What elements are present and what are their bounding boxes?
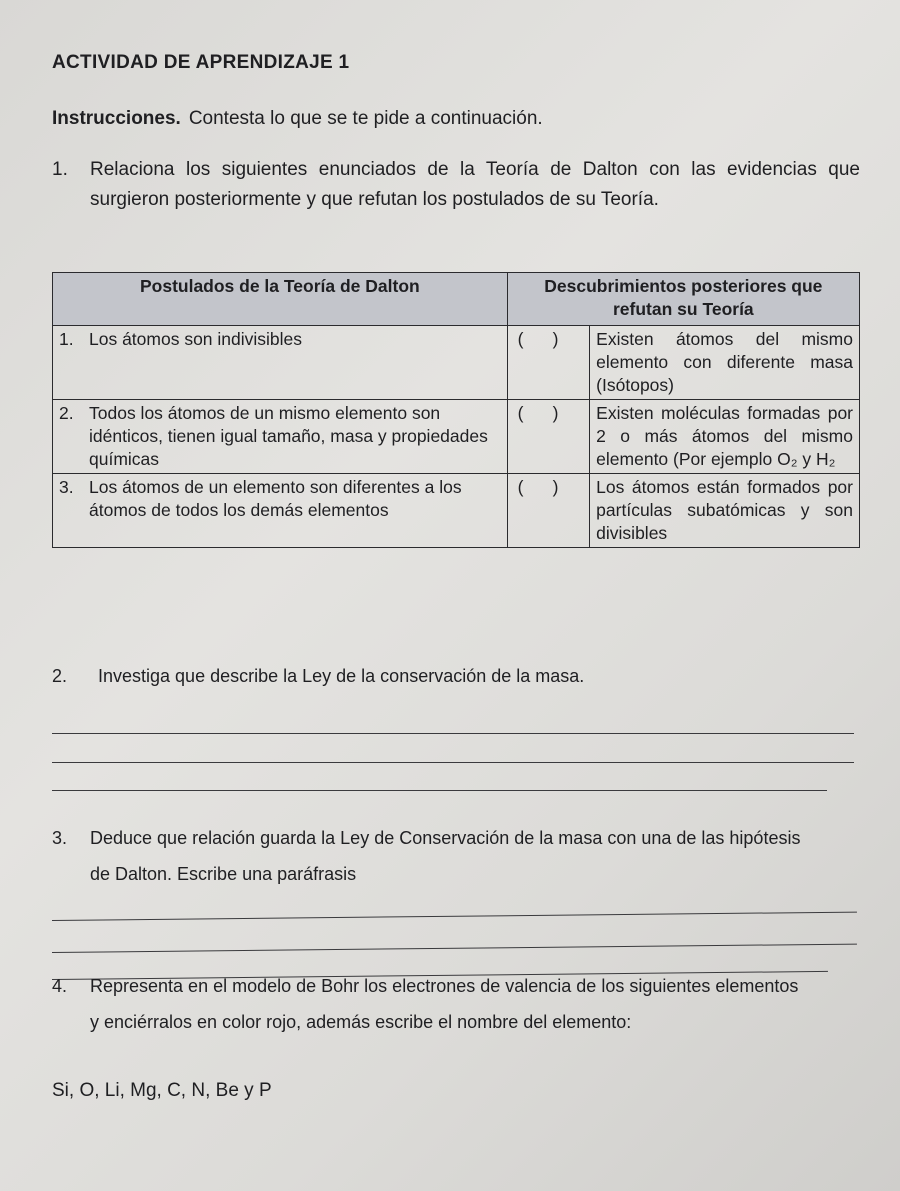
question-2 xyxy=(52,662,852,690)
elements-list: Si, O, Li, Mg, C, N, Be y P xyxy=(52,1080,272,1101)
postulado-cell xyxy=(53,326,508,400)
table-row xyxy=(53,474,860,548)
table-header-descubrimientos: Descubrimientos posteriores que refutan su Teoría xyxy=(507,273,859,326)
answer-paren[interactable]: ( ) xyxy=(517,403,559,423)
answer-paren-cell[interactable] xyxy=(507,400,590,474)
descubrimiento-cell xyxy=(590,400,860,474)
table-row xyxy=(53,400,860,474)
question-3-number: 3. xyxy=(52,828,68,848)
postulado-number: 2. xyxy=(59,403,74,423)
answer-paren[interactable]: ( ) xyxy=(517,477,559,497)
table-row xyxy=(53,326,860,400)
table-header-row xyxy=(53,273,860,326)
answer-line[interactable] xyxy=(52,790,827,791)
postulado-number: 3. xyxy=(59,477,74,497)
dalton-table xyxy=(52,272,860,548)
question-4-text-line2: y enciérralos en color rojo, además escribe el nombre del elemento: xyxy=(90,1012,632,1032)
answer-paren[interactable]: ( ) xyxy=(517,329,559,349)
postulado-number: 1. xyxy=(59,329,74,349)
descubrimiento-text: Existen moléculas formadas por 2 o más átomos del mismo elemento (Por ejemplo O₂ y H₂ xyxy=(596,403,853,469)
question-4-number: 4. xyxy=(52,976,68,996)
postulado-cell xyxy=(53,474,508,548)
question-3-text-line2: de Dalton. Escribe una paráfrasis xyxy=(90,864,357,884)
question-4 xyxy=(52,972,882,1036)
question-3 xyxy=(52,824,872,888)
postulado-text: Los átomos son indivisibles xyxy=(89,329,303,349)
answer-line[interactable] xyxy=(52,944,857,953)
descubrimiento-cell xyxy=(590,326,860,400)
postulado-text: Todos los átomos de un mismo elemento son idénticos, tienen igual tamaño, masa y propiedades químicas xyxy=(89,403,488,469)
question-1-number: 1. xyxy=(52,159,68,180)
instructions-text: Contesta lo que se te pide a continuación. xyxy=(188,108,543,129)
question-2-text: Investiga que describe la Ley de la conservación de la masa. xyxy=(98,666,585,686)
answer-line[interactable] xyxy=(52,762,854,763)
postulado-cell xyxy=(53,400,508,474)
question-2-number: 2. xyxy=(52,666,68,686)
answer-line[interactable] xyxy=(52,733,854,734)
answer-paren-cell[interactable] xyxy=(507,474,590,548)
instructions xyxy=(52,108,543,130)
descubrimiento-text: Existen átomos del mismo elemento con diferente masa (Isótopos) xyxy=(596,329,853,395)
table-header-postulados: Postulados de la Teoría de Dalton xyxy=(53,273,508,326)
answer-line[interactable] xyxy=(52,912,857,921)
question-3-text-line1: Deduce que relación guarda la Ley de Conservación de la masa con una de las hipótesis xyxy=(90,828,801,848)
question-1 xyxy=(52,155,860,215)
question-4-text-line1: Representa en el modelo de Bohr los electrones de valencia de los siguientes elementos xyxy=(90,976,799,996)
descubrimiento-text: Los átomos están formados por partículas subatómicas y son divisibles xyxy=(596,477,853,543)
question-1-text: Relaciona los siguientes enunciados de la Teoría de Dalton con las evidencias que surgieron posteriormente y que refutan los postulados de su Teoría. xyxy=(90,159,860,210)
page-title: ACTIVIDAD DE APRENDIZAJE 1 xyxy=(52,52,350,73)
postulado-text: Los átomos de un elemento son diferentes a los átomos de todos los demás elementos xyxy=(89,477,462,520)
answer-paren-cell[interactable] xyxy=(507,326,590,400)
descubrimiento-cell xyxy=(590,474,860,548)
instructions-label: Instrucciones. xyxy=(52,108,181,129)
